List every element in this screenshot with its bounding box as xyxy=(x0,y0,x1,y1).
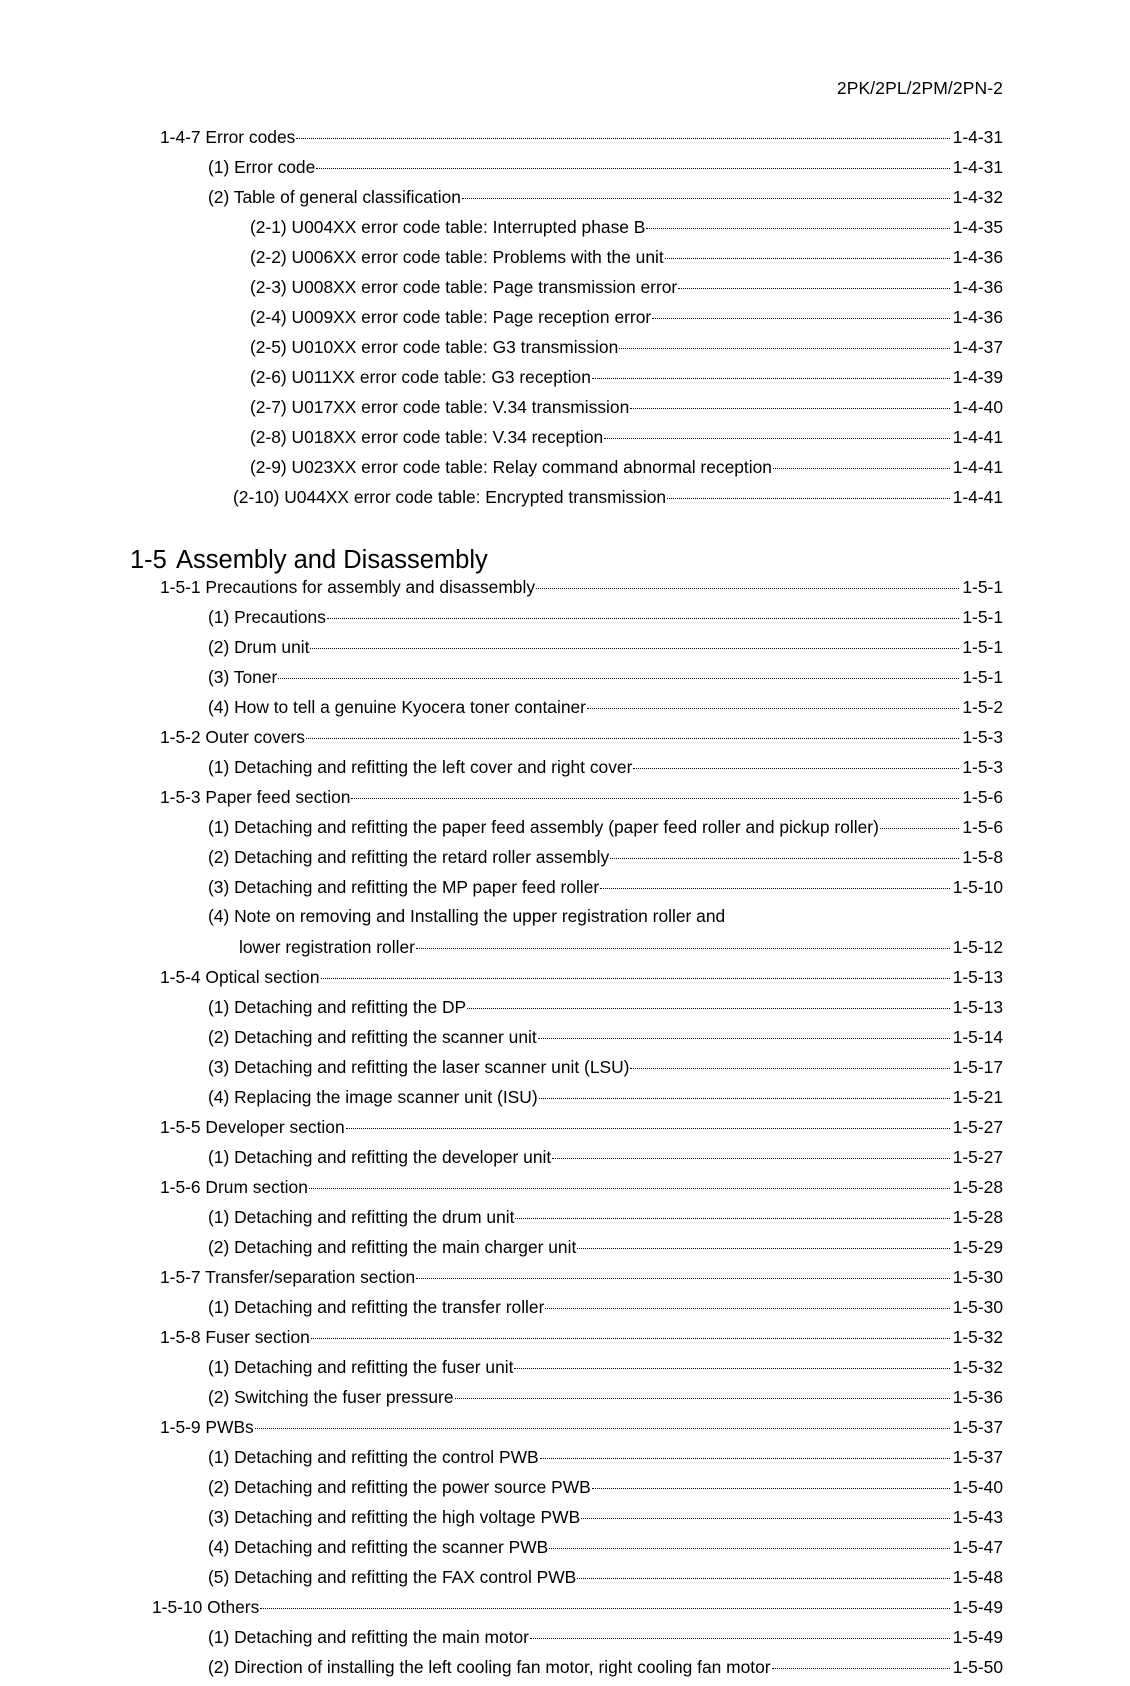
toc-entry-label: (3) Detaching and refitting the laser scanner unit (LSU) xyxy=(208,1057,630,1078)
toc-page-number: 1-5-21 xyxy=(952,1087,1003,1108)
toc-entry[interactable] xyxy=(0,1266,1130,1296)
toc-entry[interactable] xyxy=(0,276,1130,306)
toc-entry[interactable] xyxy=(0,366,1130,396)
toc-entry[interactable] xyxy=(0,1476,1130,1506)
toc-entry-label: 1-4-7 Error codes xyxy=(160,127,296,148)
toc-page-number: 1-5-1 xyxy=(962,667,1003,688)
toc-entry-label: (2) Detaching and refitting the power source PWB xyxy=(208,1477,591,1498)
toc-entry[interactable] xyxy=(0,1446,1130,1476)
toc-page-number: 1-5-32 xyxy=(952,1357,1003,1378)
toc-page-number: 1-5-13 xyxy=(952,997,1003,1018)
toc-leader-dots xyxy=(667,486,950,503)
toc-page-number: 1-5-30 xyxy=(952,1267,1003,1288)
toc-page-number: 1-5-2 xyxy=(962,697,1003,718)
toc-entry-label: (2-6) U011XX error code table: G3 reception xyxy=(250,367,591,388)
toc-page-number: 1-5-12 xyxy=(952,937,1003,958)
toc-entry[interactable] xyxy=(0,696,1130,726)
toc-entry-label: (4) Note on removing and Installing the upper registration roller and xyxy=(208,906,726,926)
toc-page-number: 1-5-49 xyxy=(952,1597,1003,1618)
toc-entry-label: (1) Detaching and refitting the developer unit xyxy=(208,1147,552,1168)
toc-leader-dots xyxy=(416,1266,950,1283)
toc-leader-dots xyxy=(467,996,950,1013)
toc-entry-label: (1) Error code xyxy=(208,157,316,178)
toc-entry-label: 1-5-5 Developer section xyxy=(160,1117,345,1138)
toc-entry[interactable] xyxy=(0,216,1130,246)
toc-entry-label: (2-4) U009XX error code table: Page reception error xyxy=(250,307,652,328)
toc-page-number: 1-4-39 xyxy=(952,367,1003,388)
toc-leader-dots xyxy=(351,786,959,803)
toc-entry[interactable] xyxy=(0,1596,1130,1626)
toc-group-gap xyxy=(0,516,1130,546)
toc-page-number: 1-5-47 xyxy=(952,1537,1003,1558)
toc-leader-dots xyxy=(255,1416,950,1433)
toc-entry[interactable] xyxy=(0,426,1130,456)
toc-entry[interactable] xyxy=(0,996,1130,1026)
toc-entry[interactable] xyxy=(0,936,1130,966)
toc-entry-label: (1) Detaching and refitting the left cover and right cover xyxy=(208,757,633,778)
toc-leader-dots xyxy=(309,1176,950,1193)
toc-leader-dots xyxy=(665,246,950,263)
toc-entry[interactable] xyxy=(0,1566,1130,1596)
toc-page-number: 1-4-36 xyxy=(952,247,1003,268)
toc-page-number: 1-5-43 xyxy=(952,1507,1003,1528)
toc-entry[interactable] xyxy=(0,1086,1130,1116)
toc-entry[interactable] xyxy=(0,1056,1130,1086)
toc-leader-dots xyxy=(515,1206,949,1223)
toc-page-number: 1-5-8 xyxy=(962,847,1003,868)
toc-page-number: 1-5-1 xyxy=(962,607,1003,628)
running-header: 2PK/2PL/2PM/2PN-2 xyxy=(836,78,1003,98)
toc-leader-dots xyxy=(346,1116,950,1133)
toc-entry-label: 1-5-9 PWBs xyxy=(160,1417,254,1438)
toc-page-number: 1-5-30 xyxy=(952,1297,1003,1318)
toc-entry-label: (2-1) U004XX error code table: Interrupted phase B xyxy=(250,217,646,238)
toc-entry[interactable] xyxy=(0,1506,1130,1536)
toc-page-number: 1-4-41 xyxy=(952,487,1003,508)
toc-page-number: 1-4-41 xyxy=(952,457,1003,478)
toc-entry[interactable] xyxy=(0,1656,1130,1686)
toc-entry[interactable] xyxy=(0,1146,1130,1176)
toc-leader-dots xyxy=(600,876,950,893)
toc-page-number: 1-5-36 xyxy=(952,1387,1003,1408)
toc-page-number: 1-5-29 xyxy=(952,1237,1003,1258)
toc-entry-label: (1) Detaching and refitting the fuser unit xyxy=(208,1357,514,1378)
toc-entry[interactable] xyxy=(0,1356,1130,1386)
toc-page-number: 1-5-28 xyxy=(952,1177,1003,1198)
toc-entry[interactable] xyxy=(0,606,1130,636)
toc-entry-label: 1-5-3 Paper feed section xyxy=(160,787,351,808)
toc-entry[interactable] xyxy=(0,1026,1130,1056)
toc-page-number: 1-5-50 xyxy=(952,1657,1003,1678)
toc-entry[interactable] xyxy=(0,396,1130,426)
toc-entry-label: 1-5-4 Optical section xyxy=(160,967,320,988)
toc-leader-dots xyxy=(630,396,949,413)
toc-leader-dots xyxy=(540,1446,950,1463)
toc-page-number: 1-5-1 xyxy=(962,637,1003,658)
toc-page-number: 1-5-48 xyxy=(952,1567,1003,1588)
toc-leader-dots xyxy=(514,1356,949,1373)
toc-page-number: 1-4-35 xyxy=(952,217,1003,238)
toc-entry[interactable] xyxy=(0,126,1130,156)
toc-entry[interactable] xyxy=(0,456,1130,486)
toc-entry-label: (1) Detaching and refitting the DP xyxy=(208,997,467,1018)
toc-entry-label: (2-10) U044XX error code table: Encrypted transmission xyxy=(233,487,667,508)
toc-page-number: 1-4-31 xyxy=(952,157,1003,178)
toc-entry[interactable] xyxy=(0,726,1130,756)
toc-page-number: 1-5-49 xyxy=(952,1627,1003,1648)
toc-leader-dots xyxy=(610,846,959,863)
toc-entry-label: (2) Drum unit xyxy=(208,637,310,658)
toc-leader-dots xyxy=(619,336,949,353)
toc-leader-dots xyxy=(538,1026,950,1043)
toc-leader-dots xyxy=(592,1476,950,1493)
toc-page-number: 1-5-3 xyxy=(962,757,1003,778)
toc-entry-label: 1-5-8 Fuser section xyxy=(160,1327,310,1348)
toc-entry-label: 1-5-6 Drum section xyxy=(160,1177,308,1198)
toc-page-number: 1-5-17 xyxy=(952,1057,1003,1078)
toc-entry[interactable] xyxy=(0,246,1130,276)
toc-entry[interactable] xyxy=(0,666,1130,696)
toc-entry[interactable] xyxy=(0,906,1130,936)
toc-leader-dots xyxy=(633,756,959,773)
toc-entry[interactable] xyxy=(0,1176,1130,1206)
toc-entry[interactable] xyxy=(0,576,1130,606)
toc-entry-label: (2) Switching the fuser pressure xyxy=(208,1387,454,1408)
toc-entry-label: (3) Detaching and refitting the MP paper feed roller xyxy=(208,877,600,898)
toc-group-error-codes xyxy=(0,126,1130,516)
toc-entry[interactable] xyxy=(0,636,1130,666)
toc-leader-dots xyxy=(306,726,959,743)
toc-page-number: 1-4-32 xyxy=(952,187,1003,208)
toc-entry[interactable] xyxy=(0,786,1130,816)
toc-entry-label: (2-3) U008XX error code table: Page transmission error xyxy=(250,277,678,298)
section-heading-slot xyxy=(0,546,1130,576)
toc-page-number: 1-5-37 xyxy=(952,1447,1003,1468)
table-of-contents xyxy=(0,126,1130,1686)
toc-entry-label: (4) Replacing the image scanner unit (ISU) xyxy=(208,1087,538,1108)
toc-leader-dots xyxy=(772,1656,950,1673)
toc-page-number: 1-5-6 xyxy=(962,817,1003,838)
toc-entry-label: (4) Detaching and refitting the scanner PWB xyxy=(208,1537,549,1558)
toc-entry[interactable] xyxy=(0,1116,1130,1146)
toc-leader-dots xyxy=(587,696,959,713)
toc-entry[interactable] xyxy=(0,1416,1130,1446)
toc-entry-label: 1-5-7 Transfer/separation section xyxy=(160,1267,416,1288)
toc-leader-dots xyxy=(549,1536,949,1553)
toc-leader-dots xyxy=(630,1056,949,1073)
toc-entry[interactable] xyxy=(0,1296,1130,1326)
toc-leader-dots xyxy=(577,1566,949,1583)
toc-leader-dots xyxy=(880,816,960,833)
toc-entry-label: (2) Detaching and refitting the main charger unit xyxy=(208,1237,577,1258)
toc-entry[interactable] xyxy=(0,306,1130,336)
toc-page-number: 1-5-13 xyxy=(952,967,1003,988)
toc-leader-dots xyxy=(581,1506,950,1523)
toc-page-number: 1-5-40 xyxy=(952,1477,1003,1498)
toc-page-number: 1-4-40 xyxy=(952,397,1003,418)
toc-entry[interactable] xyxy=(0,1326,1130,1356)
toc-leader-dots xyxy=(310,636,959,653)
toc-entry-label: (3) Detaching and refitting the high voltage PWB xyxy=(208,1507,581,1528)
toc-entry-label: (2-7) U017XX error code table: V.34 transmission xyxy=(250,397,630,418)
toc-leader-dots xyxy=(592,366,950,383)
toc-entry-label: (2) Table of general classification xyxy=(208,187,461,208)
toc-leader-dots xyxy=(539,1086,950,1103)
toc-leader-dots xyxy=(646,216,949,233)
toc-entry[interactable] xyxy=(0,876,1130,906)
toc-page-number: 1-5-6 xyxy=(962,787,1003,808)
toc-entry-label: (2) Detaching and refitting the scanner unit xyxy=(208,1027,537,1048)
toc-entry-label: 1-5-1 Precautions for assembly and disassembly xyxy=(160,577,536,598)
toc-entry[interactable] xyxy=(0,1386,1130,1416)
toc-entry-label: (5) Detaching and refitting the FAX control PWB xyxy=(208,1567,577,1588)
toc-entry-label: (3) Toner xyxy=(208,667,278,688)
toc-page-number: 1-4-37 xyxy=(952,337,1003,358)
toc-leader-dots xyxy=(278,666,959,683)
toc-leader-dots xyxy=(604,426,950,443)
toc-page-number: 1-5-37 xyxy=(952,1417,1003,1438)
toc-page-number: 1-4-41 xyxy=(952,427,1003,448)
toc-leader-dots xyxy=(530,1626,950,1643)
toc-entry[interactable] xyxy=(0,816,1130,846)
toc-page-number: 1-5-3 xyxy=(962,727,1003,748)
toc-leader-dots xyxy=(545,1296,949,1313)
toc-entry[interactable] xyxy=(0,186,1130,216)
toc-entry-label: (1) Precautions xyxy=(208,607,326,628)
toc-page-number: 1-4-31 xyxy=(952,127,1003,148)
toc-leader-dots xyxy=(652,306,950,323)
toc-entry-label: (1) Detaching and refitting the control PWB xyxy=(208,1447,539,1468)
toc-leader-dots xyxy=(536,576,959,593)
toc-entry-label: lower registration roller xyxy=(239,937,415,958)
toc-page-number: 1-5-27 xyxy=(952,1117,1003,1138)
toc-page-number: 1-4-36 xyxy=(952,307,1003,328)
toc-leader-dots xyxy=(321,966,950,983)
toc-leader-dots xyxy=(416,936,950,953)
toc-entry-label: (1) Detaching and refitting the paper feed assembly (paper feed roller and pickup roller) xyxy=(208,817,879,838)
toc-leader-dots xyxy=(773,456,950,473)
toc-entry[interactable] xyxy=(0,756,1130,786)
toc-entry-label: (2-9) U023XX error code table: Relay command abnormal reception xyxy=(250,457,772,478)
toc-leader-dots xyxy=(455,1386,950,1403)
toc-leader-dots xyxy=(678,276,949,293)
toc-leader-dots xyxy=(577,1236,949,1253)
toc-page-number: 1-5-32 xyxy=(952,1327,1003,1348)
section-heading-number: 1-5 xyxy=(130,546,167,574)
toc-entry-label: (2) Direction of installing the left cooling fan motor, right cooling fan motor xyxy=(208,1657,771,1678)
toc-leader-dots xyxy=(311,1326,950,1343)
toc-page-number: 1-4-36 xyxy=(952,277,1003,298)
toc-entry-label: (2-8) U018XX error code table: V.34 reception xyxy=(250,427,604,448)
toc-page-number: 1-5-27 xyxy=(952,1147,1003,1168)
toc-leader-dots xyxy=(462,186,950,203)
toc-page-number: 1-5-14 xyxy=(952,1027,1003,1048)
toc-entry-label: (2-2) U006XX error code table: Problems with the unit xyxy=(250,247,664,268)
toc-entry-label: (1) Detaching and refitting the transfer roller xyxy=(208,1297,545,1318)
toc-leader-dots xyxy=(296,126,949,143)
toc-leader-dots xyxy=(327,606,959,623)
toc-entry-label: (1) Detaching and refitting the drum unit xyxy=(208,1207,515,1228)
toc-page-number: 1-5-10 xyxy=(952,877,1003,898)
toc-entry-label: (2-5) U010XX error code table: G3 transmission xyxy=(250,337,619,358)
toc-entry-label: (2) Detaching and refitting the retard roller assembly xyxy=(208,847,610,868)
toc-entry[interactable] xyxy=(0,156,1130,186)
toc-entry[interactable] xyxy=(0,336,1130,366)
toc-entry[interactable] xyxy=(0,846,1130,876)
toc-page-number: 1-5-28 xyxy=(952,1207,1003,1228)
toc-entry-label: 1-5-2 Outer covers xyxy=(160,727,305,748)
toc-page-number: 1-5-1 xyxy=(962,577,1003,598)
page-section-heading xyxy=(130,546,488,575)
toc-leader-dots xyxy=(260,1596,949,1613)
toc-group-assembly xyxy=(0,576,1130,1686)
toc-leader-dots xyxy=(552,1146,950,1163)
toc-entry[interactable] xyxy=(0,1206,1130,1236)
section-heading-title: Assembly and Disassembly xyxy=(176,546,488,574)
toc-entry[interactable] xyxy=(0,486,1130,516)
toc-entry-label: 1-5-10 Others xyxy=(152,1597,260,1618)
toc-entry[interactable] xyxy=(0,966,1130,996)
toc-entry-label: (4) How to tell a genuine Kyocera toner container xyxy=(208,697,586,718)
toc-entry-label: (1) Detaching and refitting the main motor xyxy=(208,1627,529,1648)
toc-leader-dots xyxy=(316,156,949,173)
toc-entry[interactable] xyxy=(0,1236,1130,1266)
toc-entry[interactable] xyxy=(0,1626,1130,1656)
toc-entry[interactable] xyxy=(0,1536,1130,1566)
